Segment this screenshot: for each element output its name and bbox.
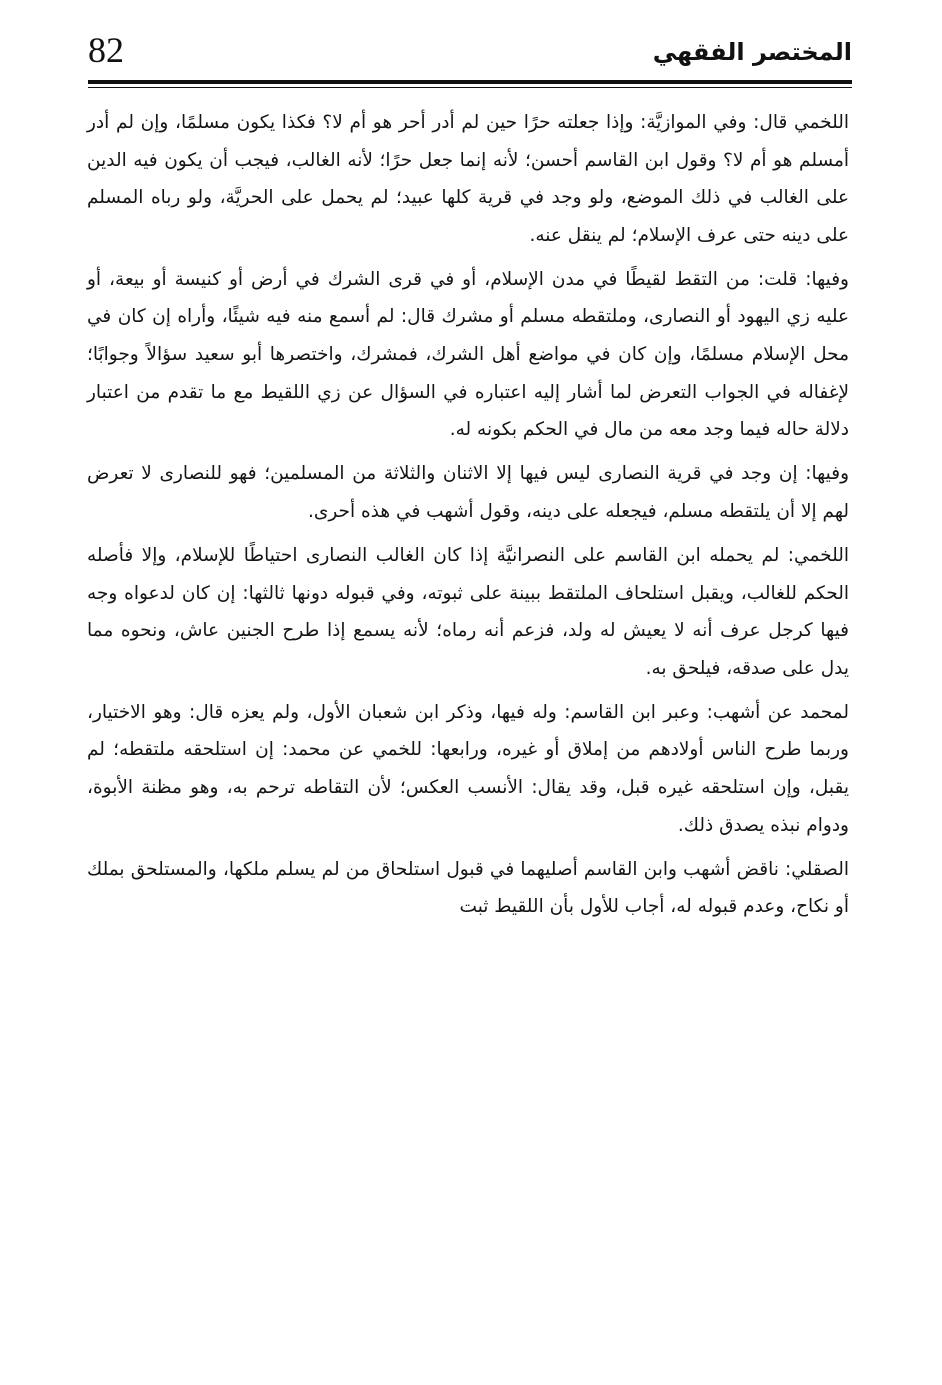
paragraph: لمحمد عن أشهب: وعبر ابن القاسم: وله فيها، وذكر ابن شعبان الأول، ولم يعزه قال: وهو الاختيار، وربما طرح الناس أولادهم من إملاق أو غيره، ورابعها: للخمي عن محمد: إن استلحقه ملتقطه؛ لم يقبل، وإن استلحقه غيره قبل، وقد يقال: الأنسب العكس؛ لأن التقاطه ترحم به، وهو مظنة الأبوة، ودوام نبذه يصدق ذلك.: [87, 701, 849, 836]
running-title: المختصر الفقهي: [652, 38, 852, 66]
header-rule-thick: [88, 80, 852, 84]
paragraph: وفيها: إن وجد في قرية النصارى ليس فيها إلا الاثنان والثلاثة من المسلمين؛ فهو للنصارى لا تعرض لهم إلا أن يلتقطه مسلم، فيجعله على دينه، وقول أشهب في هذه أحرى.: [87, 463, 849, 522]
page-number: 82: [88, 30, 124, 70]
body-text: [87, 104, 849, 932]
paragraph: اللخمي: لم يحمله ابن القاسم على النصرانيَّة إذا كان الغالب النصارى احتياطًا للإسلام، وإلا فأصله الحكم للغالب، ويقبل استلحاف الملتقط ببينة على ثبوته، وفي قبوله دونها ثالثها: إن كان لدعواه وجه فيها كرجل عرف أنه لا يعيش له ولد، فزعم أنه رماه؛ لأنه يسمع إذا طرح الجنين عاش، ونحوه مما يدل على صدقه، فيلحق به.: [87, 544, 849, 679]
header-rule-thin: [88, 87, 852, 88]
paragraph: اللخمي قال: وفي الموازيَّة: وإذا جعلته حرًا حين لم أدر أحر هو أم لا؟ فكذا يكون مسلمًا، وإن لم أدر أمسلم هو أم لا؟ وقول ابن القاسم أحسن؛ لأنه إنما جعل حرًا؛ لأنه الغالب، فيجب أن يكون فيه الدين على الغالب في ذلك الموضع، ولو وجد في قرية كلها عبيد؛ لم يحمل على الحريَّة، ولو رباه المسلم على دينه حتى عرف الإسلام؛ لم ينقل عنه.: [87, 112, 849, 246]
paragraph: الصقلي: ناقض أشهب وابن القاسم أصليهما في قبول استلحاق من لم يسلم ملكها، والمستلحق بملك أو نكاح، وعدم قبوله له، أجاب للأول بأن اللقيط ثبت: [87, 858, 849, 918]
page-header: [88, 30, 852, 90]
paragraph: وفيها: قلت: من التقط لقيطًا في مدن الإسلام، أو في قرى الشرك في أرض أو كنيسة أو بيعة، أو عليه زي اليهود أو النصارى، وملتقطه مسلم أو مشرك قال: لم أسمع منه فيه شيئًا، وأراه إن كان في محل الإسلام مسلمًا، وإن كان في مواضع أهل الشرك، فمشرك، واختصرها أبو سعيد سؤالاً وجوابًا؛ لإغفاله في الجواب التعرض لما أشار إليه اعتباره في السؤال عن زي اللقيط مع ما تقدم من اعتبار دلالة حاله فيما وجد معه من مال في الحكم بكونه له.: [87, 268, 849, 441]
